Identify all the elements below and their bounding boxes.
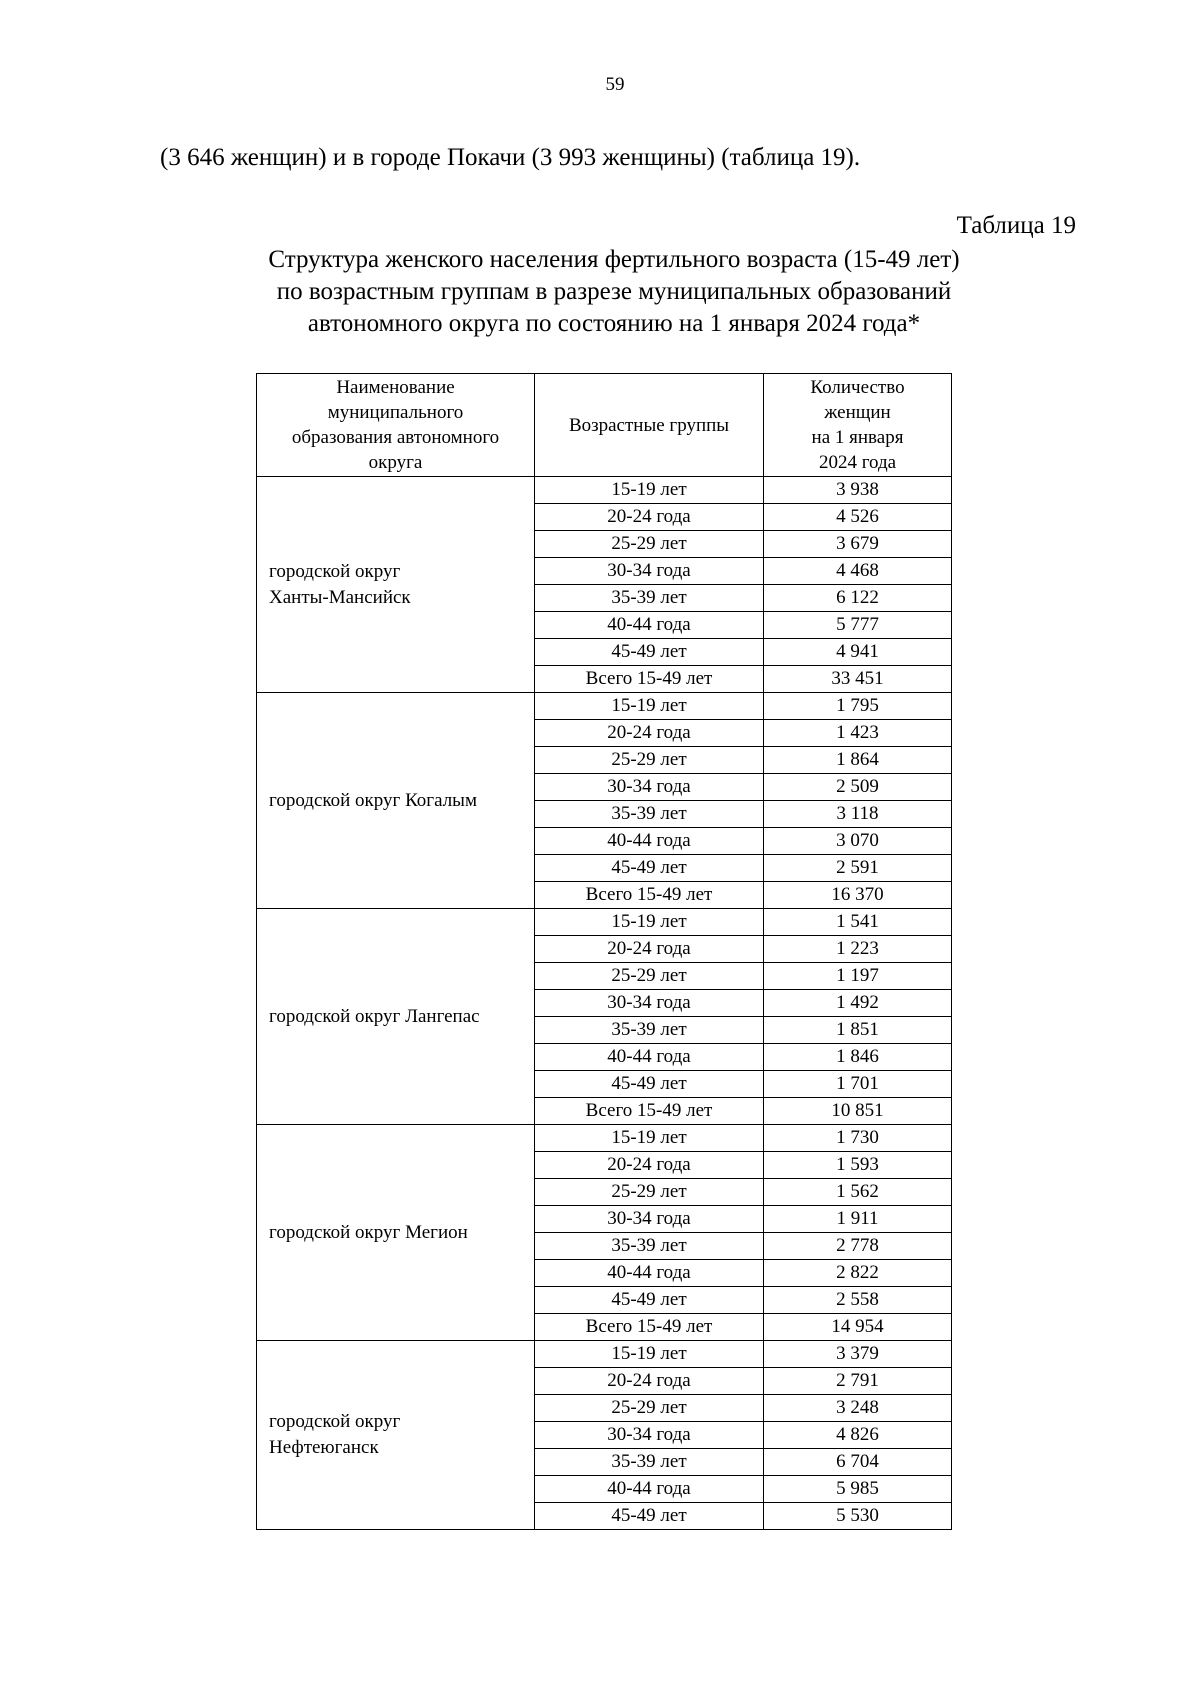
header-line: Количество [810,377,905,398]
count-cell: 1 223 [764,936,952,963]
count-cell: 4 526 [764,504,952,531]
count-cell: 1 701 [764,1071,952,1098]
count-cell: 1 562 [764,1179,952,1206]
age-group-cell: Всего 15-49 лет [535,666,764,693]
age-group-cell: 20-24 года [535,1368,764,1395]
table-row [257,1341,952,1368]
municipality-name-line: городской округ Мегион [269,1221,468,1243]
age-group-cell: 20-24 года [535,504,764,531]
age-group-cell: 45-49 лет [535,639,764,666]
table-caption [140,244,1088,340]
age-group-cell: 15-19 лет [535,693,764,720]
header-line: на 1 января [811,427,904,448]
age-group-cell: 35-39 лет [535,1233,764,1260]
count-cell: 5 530 [764,1503,952,1530]
municipality-name-line: городской округ [269,1411,401,1432]
age-group-cell: 35-39 лет [535,585,764,612]
municipality-cell [257,477,535,693]
table-row [257,693,952,720]
age-group-cell: 45-49 лет [535,1071,764,1098]
count-cell: 1 846 [764,1044,952,1071]
age-group-cell: 20-24 года [535,1152,764,1179]
table-label: Таблица 19 [956,212,1076,239]
age-group-cell: 45-49 лет [535,1503,764,1530]
header-municipality [257,374,535,477]
age-group-cell: Всего 15-49 лет [535,882,764,909]
header-line: Возрастные группы [568,414,730,436]
age-group-cell: Всего 15-49 лет [535,1098,764,1125]
age-group-cell: 40-44 года [535,1476,764,1503]
header-line: 2024 года [818,452,897,473]
count-cell: 3 938 [764,477,952,504]
count-cell: 6 704 [764,1449,952,1476]
intro-paragraph: (3 646 женщин) и в городе Покачи (3 993 женщины) (таблица 19). [160,144,861,171]
count-cell: 1 492 [764,990,952,1017]
header-line: Наименование [336,377,455,398]
caption-line: автономного округа по состоянию на 1 января 2024 года* [307,310,921,337]
count-cell: 3 248 [764,1395,952,1422]
age-group-cell: 20-24 года [535,936,764,963]
age-group-cell: 40-44 года [535,1044,764,1071]
table-row [257,1125,952,1152]
count-cell: 33 451 [764,666,952,693]
municipality-cell [257,909,535,1125]
count-cell: 1 795 [764,693,952,720]
age-group-cell: 15-19 лет [535,1341,764,1368]
count-cell: 1 864 [764,747,952,774]
age-group-cell: 20-24 года [535,720,764,747]
age-group-cell: 30-34 года [535,990,764,1017]
count-cell: 3 679 [764,531,952,558]
header-line: округа [368,452,423,473]
age-group-cell: 15-19 лет [535,1125,764,1152]
count-cell: 3 379 [764,1341,952,1368]
age-group-cell: 15-19 лет [535,477,764,504]
age-group-cell: 30-34 года [535,1206,764,1233]
page-number: 59 [605,74,625,95]
age-group-cell: 30-34 года [535,1422,764,1449]
table-header-row [257,374,952,477]
count-cell: 1 851 [764,1017,952,1044]
count-cell: 1 541 [764,909,952,936]
count-cell: 2 558 [764,1287,952,1314]
municipality-cell [257,1341,535,1530]
count-cell: 2 822 [764,1260,952,1287]
header-count [764,374,952,477]
caption-line: Структура женского населения фертильного возраста (15-49 лет) [268,246,960,273]
count-cell: 10 851 [764,1098,952,1125]
caption-line: по возрастным группам в разрезе муниципальных образований [276,278,952,305]
count-cell: 1 730 [764,1125,952,1152]
population-table [256,373,952,1530]
municipality-name-line: Нефтеюганск [269,1437,379,1458]
municipality-cell [257,693,535,909]
count-cell: 3 118 [764,801,952,828]
age-group-cell: 25-29 лет [535,1395,764,1422]
age-group-cell: 25-29 лет [535,1179,764,1206]
age-group-cell: 45-49 лет [535,1287,764,1314]
age-group-cell: 30-34 года [535,774,764,801]
count-cell: 5 777 [764,612,952,639]
age-group-cell: 15-19 лет [535,909,764,936]
age-group-cell: 25-29 лет [535,531,764,558]
count-cell: 16 370 [764,882,952,909]
municipality-name-line: Ханты-Мансийск [269,586,411,608]
age-group-cell: 35-39 лет [535,801,764,828]
table-row [257,477,952,504]
age-group-cell: Всего 15-49 лет [535,1314,764,1341]
header-line: образования автономного [291,427,500,448]
count-cell: 2 591 [764,855,952,882]
count-cell: 1 911 [764,1206,952,1233]
municipality-name-line: городской округ [269,560,401,582]
count-cell: 6 122 [764,585,952,612]
count-cell: 2 778 [764,1233,952,1260]
age-group-cell: 25-29 лет [535,747,764,774]
age-group-cell: 35-39 лет [535,1449,764,1476]
municipality-cell [257,1125,535,1341]
header-line: муниципального [327,402,464,423]
header-age-groups [535,374,764,477]
municipality-name-line: городской округ Когалым [269,789,477,811]
count-cell: 5 985 [764,1476,952,1503]
table-row [257,909,952,936]
count-cell: 4 826 [764,1422,952,1449]
age-group-cell: 40-44 года [535,828,764,855]
count-cell: 1 197 [764,963,952,990]
age-group-cell: 40-44 года [535,1260,764,1287]
count-cell: 1 423 [764,720,952,747]
age-group-cell: 40-44 года [535,612,764,639]
age-group-cell: 45-49 лет [535,855,764,882]
count-cell: 4 941 [764,639,952,666]
header-line: женщин [824,402,891,423]
count-cell: 14 954 [764,1314,952,1341]
count-cell: 3 070 [764,828,952,855]
age-group-cell: 35-39 лет [535,1017,764,1044]
count-cell: 2 509 [764,774,952,801]
table-body [257,477,952,1530]
count-cell: 1 593 [764,1152,952,1179]
count-cell: 4 468 [764,558,952,585]
municipality-name-line: городской округ Лангепас [269,1005,480,1027]
age-group-cell: 25-29 лет [535,963,764,990]
age-group-cell: 30-34 года [535,558,764,585]
count-cell: 2 791 [764,1368,952,1395]
